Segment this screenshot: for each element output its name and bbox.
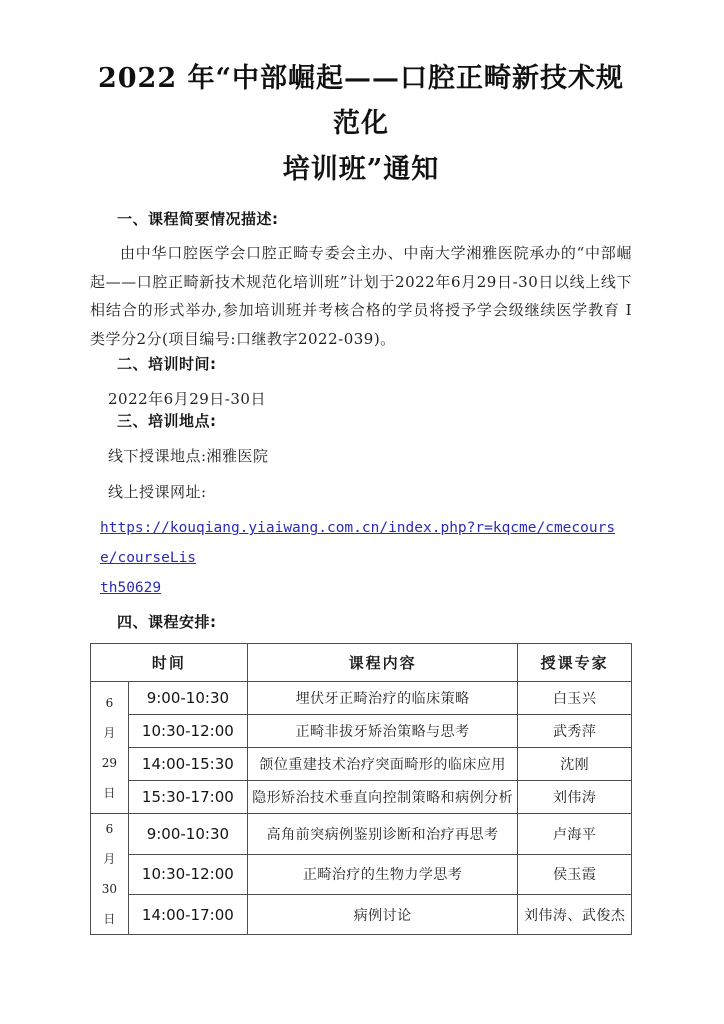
expert-cell: 武秀萍	[518, 715, 632, 748]
expert-cell: 沈刚	[518, 748, 632, 781]
course-url-line2: th50629	[100, 580, 162, 597]
schedule-row	[91, 682, 632, 715]
content-cell: 埋伏牙正畸治疗的临床策略	[247, 682, 518, 715]
header-expert: 授课专家	[518, 644, 632, 682]
page-title-line2: 培训班”通知	[282, 153, 440, 185]
date-char: 29	[101, 755, 118, 770]
date-char: 月	[103, 725, 116, 740]
content-cell: 颌位重建技术治疗突面畸形的临床应用	[247, 748, 518, 781]
schedule-row	[91, 781, 632, 814]
date-char: 月	[103, 852, 116, 867]
date-char: 30	[101, 882, 118, 897]
date-cell	[91, 682, 129, 814]
schedule-row	[91, 895, 632, 935]
schedule-row	[91, 854, 632, 894]
page-title	[90, 56, 632, 192]
expert-cell: 卢海平	[518, 814, 632, 854]
time-cell: 14:00-15:30	[128, 748, 247, 781]
date-char: 日	[103, 912, 116, 927]
course-url-paragraph	[90, 513, 632, 603]
date-char: 6	[105, 695, 114, 710]
header-content: 课程内容	[247, 644, 518, 682]
schedule-row	[91, 715, 632, 748]
schedule-row	[91, 814, 632, 854]
page-title-line1: 2022 年“中部崛起——口腔正畸新技术规范化	[97, 63, 625, 140]
section-overview-heading: 一、课程简要情况描述:	[117, 210, 279, 229]
section-schedule-heading: 四、课程安排:	[117, 613, 217, 632]
section-time-heading: 二、培训时间:	[117, 355, 217, 374]
time-cell: 9:00-10:30	[128, 682, 247, 715]
expert-cell: 刘伟涛	[518, 781, 632, 814]
time-cell: 10:30-12:00	[128, 715, 247, 748]
overview-paragraph: 由中华口腔医学会口腔正畸专委会主办、中南大学湘雅医院承办的“中部崛起——口腔正畸新技术规范化培训班”计划于2022年6月29日-30日以线上线下相结合的形式举办,参加培训班并考核合格的学员将授予学会级继续医学教育 I 类学分2分(项目编号:口继教字2022-039)。	[90, 244, 632, 348]
offline-location-line: 线下授课地点:湘雅医院	[108, 447, 269, 466]
content-cell: 正畸治疗的生物力学思考	[247, 854, 518, 894]
section-location-heading: 三、培训地点:	[117, 412, 217, 431]
schedule-table	[90, 643, 632, 935]
time-cell: 9:00-10:30	[128, 814, 247, 854]
date-char: 日	[103, 785, 116, 800]
course-url-line1: https://kouqiang.yiaiwang.com.cn/index.php?r=kqcme/cmecourse/courseLis	[100, 520, 616, 567]
expert-cell: 侯玉霞	[518, 854, 632, 894]
time-cell: 15:30-17:00	[128, 781, 247, 814]
expert-cell: 白玉兴	[518, 682, 632, 715]
content-cell: 高角前突病例鉴别诊断和治疗再思考	[247, 814, 518, 854]
online-url-label: 线上授课网址:	[108, 483, 207, 502]
time-cell: 10:30-12:00	[128, 854, 247, 894]
content-cell: 正畸非拔牙矫治策略与思考	[247, 715, 518, 748]
expert-cell: 刘伟涛、武俊杰	[518, 895, 632, 935]
training-time-value: 2022年6月29日-30日	[108, 390, 266, 409]
date-cell	[91, 814, 129, 935]
course-url-link[interactable]	[100, 520, 615, 596]
schedule-row	[91, 748, 632, 781]
content-cell: 病例讨论	[247, 895, 518, 935]
date-char: 6	[105, 822, 114, 837]
content-cell: 隐形矫治技术垂直向控制策略和病例分析	[247, 781, 518, 814]
header-time: 时间	[91, 644, 248, 682]
schedule-header-row	[91, 644, 632, 682]
time-cell: 14:00-17:00	[128, 895, 247, 935]
